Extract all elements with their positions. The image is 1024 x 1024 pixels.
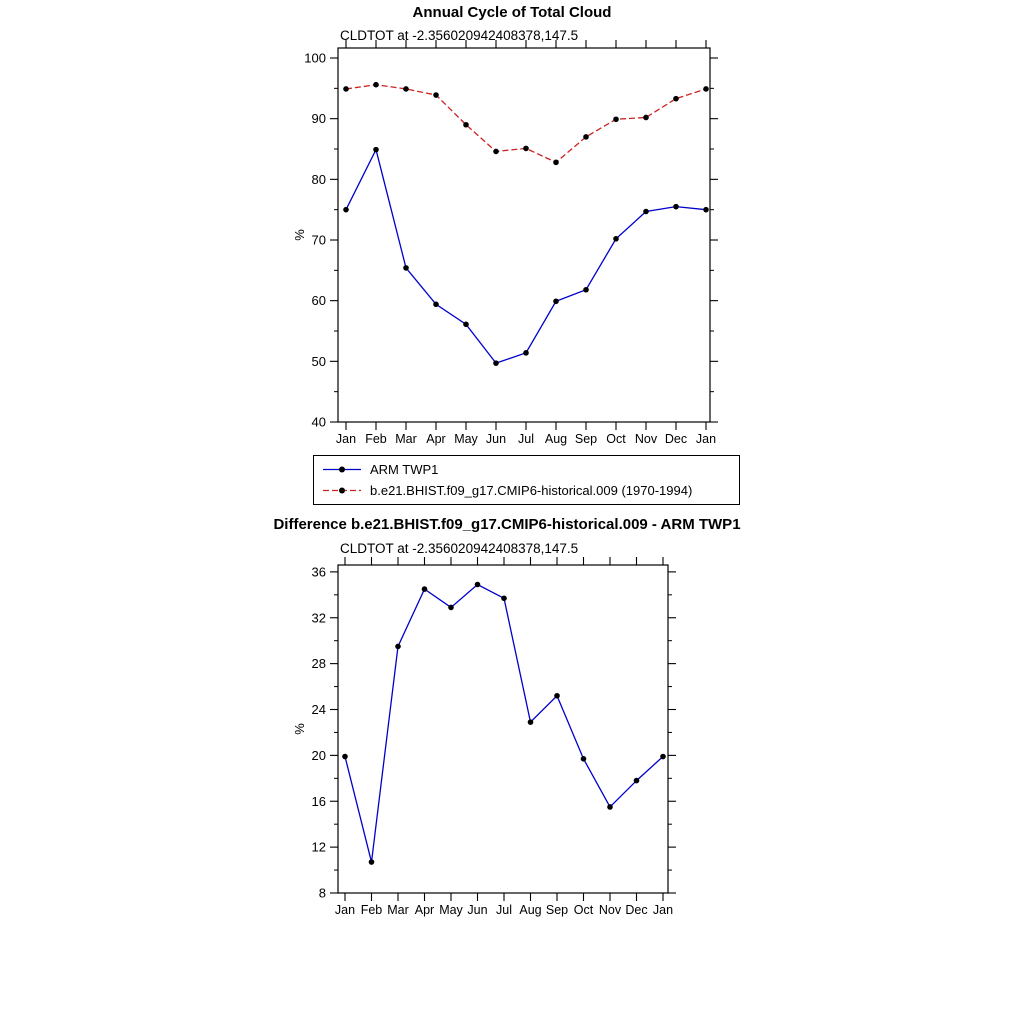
svg-text:60: 60 <box>311 293 326 309</box>
top-chart-subtitle: CLDTOT at -2.356020942408378,147.5 <box>340 28 579 43</box>
svg-text:Nov: Nov <box>634 432 658 446</box>
legend-label: ARM TWP1 <box>370 462 439 477</box>
legend-line-sample-solid <box>321 463 363 476</box>
top-chart-title: Annual Cycle of Total Cloud <box>412 4 612 21</box>
svg-text:Sep: Sep <box>545 903 569 917</box>
svg-text:8: 8 <box>318 885 326 901</box>
svg-text:Apr: Apr <box>414 903 435 917</box>
svg-text:24: 24 <box>311 702 326 718</box>
svg-text:100: 100 <box>304 50 326 66</box>
svg-text:Jul: Jul <box>496 903 512 917</box>
svg-text:%: % <box>292 229 307 241</box>
svg-text:Aug: Aug <box>519 903 542 917</box>
legend-item <box>321 462 739 477</box>
svg-text:Apr: Apr <box>426 432 446 446</box>
svg-text:Feb: Feb <box>365 432 387 446</box>
svg-text:Mar: Mar <box>387 903 409 917</box>
svg-text:Jan: Jan <box>695 432 717 446</box>
legend-line-sample-dashed <box>321 484 363 497</box>
svg-text:20: 20 <box>311 747 326 763</box>
svg-text:Oct: Oct <box>573 903 594 917</box>
svg-text:50: 50 <box>311 353 326 369</box>
legend-item <box>321 483 739 498</box>
svg-text:Oct: Oct <box>606 432 626 446</box>
legend <box>313 455 740 505</box>
svg-text:Jun: Jun <box>467 903 488 917</box>
svg-text:Mar: Mar <box>395 432 417 446</box>
svg-text:36: 36 <box>311 564 326 580</box>
svg-text:16: 16 <box>311 793 326 809</box>
svg-text:12: 12 <box>311 839 326 855</box>
svg-text:90: 90 <box>311 111 326 127</box>
svg-text:Dec: Dec <box>664 432 688 446</box>
bottom-chart-title: Difference b.e21.BHIST.f09_g17.CMIP6-historical.009 - ARM TWP1 <box>273 516 741 533</box>
svg-text:Nov: Nov <box>598 903 622 917</box>
svg-text:Sep: Sep <box>574 432 598 446</box>
svg-text:Jul: Jul <box>518 432 534 446</box>
svg-text:Jan: Jan <box>334 903 356 917</box>
svg-text:40: 40 <box>311 414 326 430</box>
svg-text:%: % <box>292 723 307 735</box>
svg-text:28: 28 <box>311 656 326 672</box>
svg-text:80: 80 <box>311 171 326 187</box>
svg-text:32: 32 <box>311 610 326 626</box>
svg-text:Jan: Jan <box>335 432 357 446</box>
legend-label: b.e21.BHIST.f09_g17.CMIP6-historical.009 (1970-1994) <box>370 483 693 498</box>
svg-text:70: 70 <box>311 232 326 248</box>
svg-text:Aug: Aug <box>544 432 568 446</box>
svg-text:May: May <box>454 432 478 446</box>
svg-text:May: May <box>439 903 463 917</box>
svg-text:Dec: Dec <box>625 903 648 917</box>
svg-text:Jun: Jun <box>485 432 507 446</box>
svg-text:Feb: Feb <box>360 903 383 917</box>
bottom-chart-subtitle: CLDTOT at -2.356020942408378,147.5 <box>340 541 579 556</box>
svg-text:Jan: Jan <box>652 903 674 917</box>
